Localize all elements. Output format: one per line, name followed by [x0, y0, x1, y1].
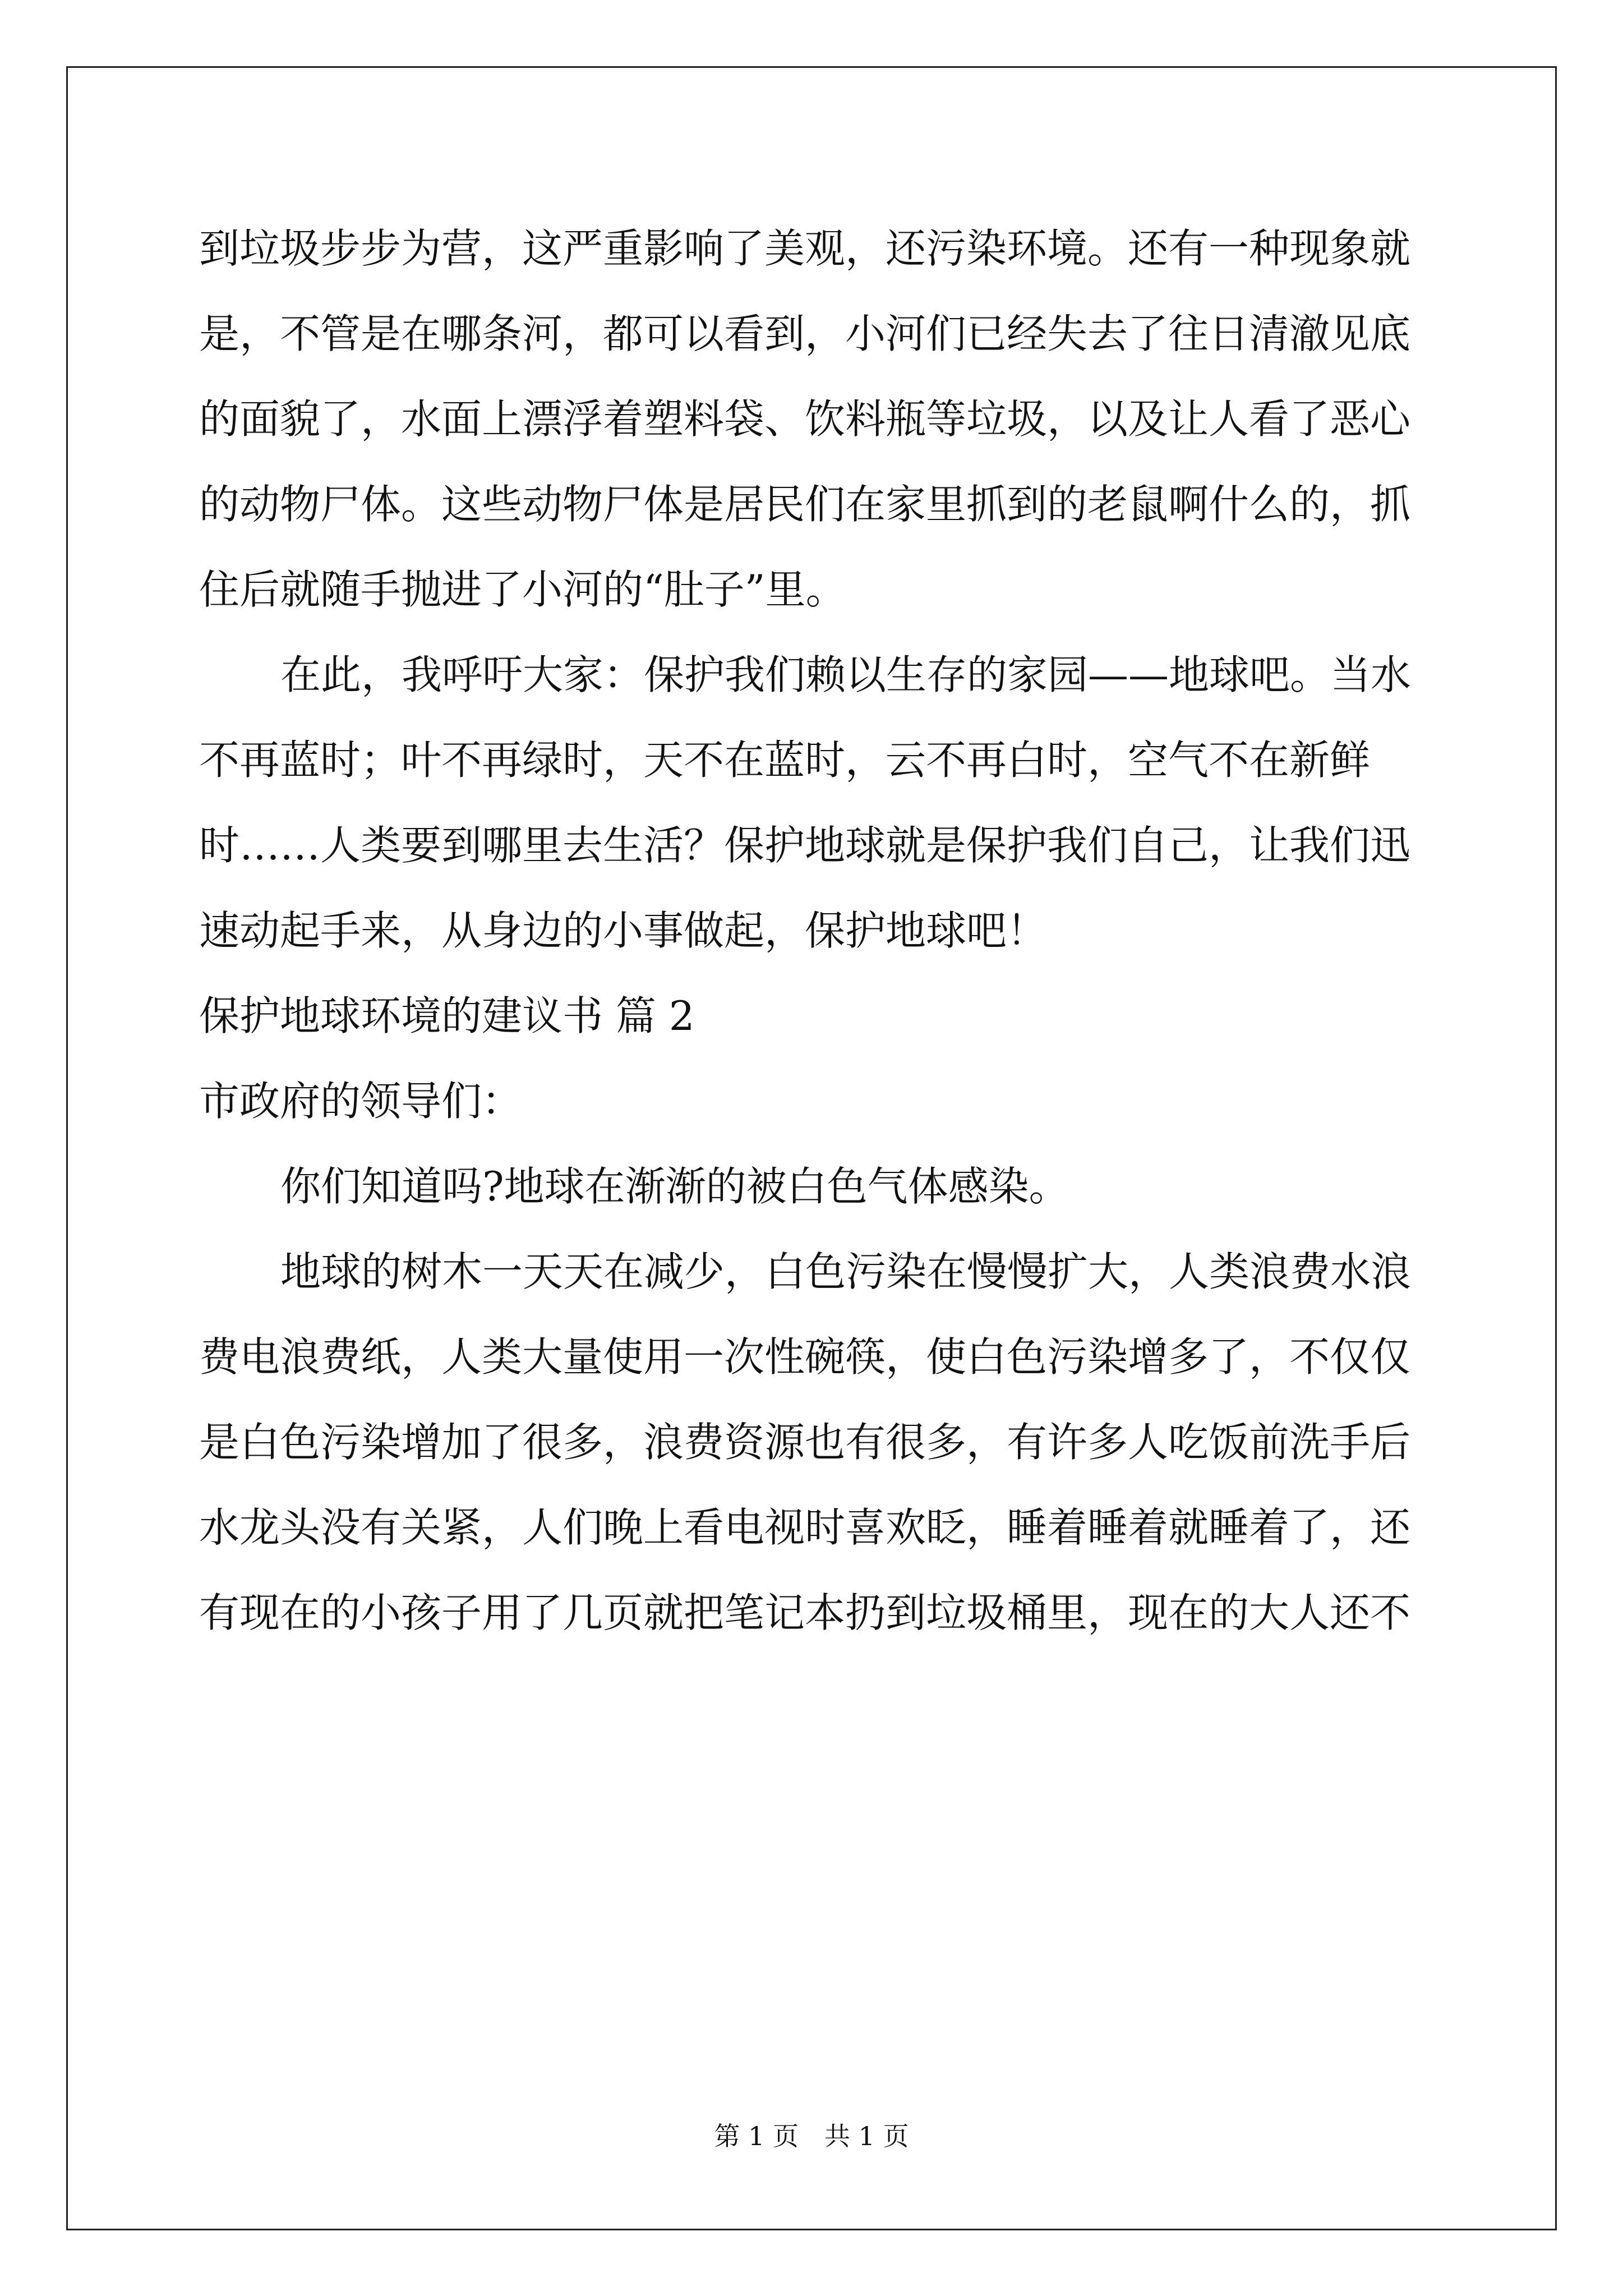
text-line: 费电浪费纸，人类大量使用一次性碗筷，使白色污染增多了，不仅仅: [199, 1333, 1411, 1381]
text-line: 水龙头没有关紧，人们晚上看电视时喜欢眨，睡着睡着就睡着了，还: [199, 1504, 1411, 1551]
text-line: 有现在的小孩子用了几页就把笔记本扔到垃圾桶里，现在的大人还不: [199, 1589, 1411, 1636]
paragraph-first-line: 在此，我呼吁大家：保护我们赖以生存的家园——地球吧。当水: [280, 651, 1412, 698]
text-line: 到垃圾步步为营，这严重影响了美观，还污染环境。还有一种现象就: [199, 225, 1411, 272]
paragraph-first-line: 地球的树木一天天在减少，白色污染在慢慢扩大，人类浪费水浪: [280, 1248, 1412, 1295]
section-heading: 保护地球环境的建议书 篇 2: [199, 992, 695, 1039]
page-number-footer: 第 1 页 共 1 页: [714, 2121, 909, 2151]
text-line: 住后就随手抛进了小河的“肚子”里。: [199, 566, 846, 613]
text-line: 时……人类要到哪里去生活？保护地球就是保护我们自己，让我们迅: [199, 822, 1411, 869]
text-line: 是白色污染增加了很多，浪费资源也有很多，有许多人吃饭前洗手后: [199, 1419, 1411, 1466]
text-line: 的动物尸体。这些动物尸体是居民们在家里抓到的老鼠啊什么的，抓: [199, 481, 1411, 528]
text-line: 不再蓝时；叶不再绿时，天不在蓝时，云不再白时，空气不在新鲜: [199, 737, 1371, 784]
salutation: 市政府的领导们：: [199, 1078, 523, 1125]
text-line: 速动起手来，从身边的小事做起，保护地球吧！: [199, 907, 1048, 954]
page-border: [66, 66, 1557, 2230]
paragraph-first-line: 你们知道吗?地球在渐渐的被白色气体感染。: [280, 1163, 1069, 1210]
text-line: 是，不管是在哪条河，都可以看到，小河们已经失去了往日清澈见底: [199, 310, 1411, 357]
text-line: 的面貌了，水面上漂浮着塑料袋、饮料瓶等垃圾，以及让人看了恶心: [199, 395, 1411, 443]
